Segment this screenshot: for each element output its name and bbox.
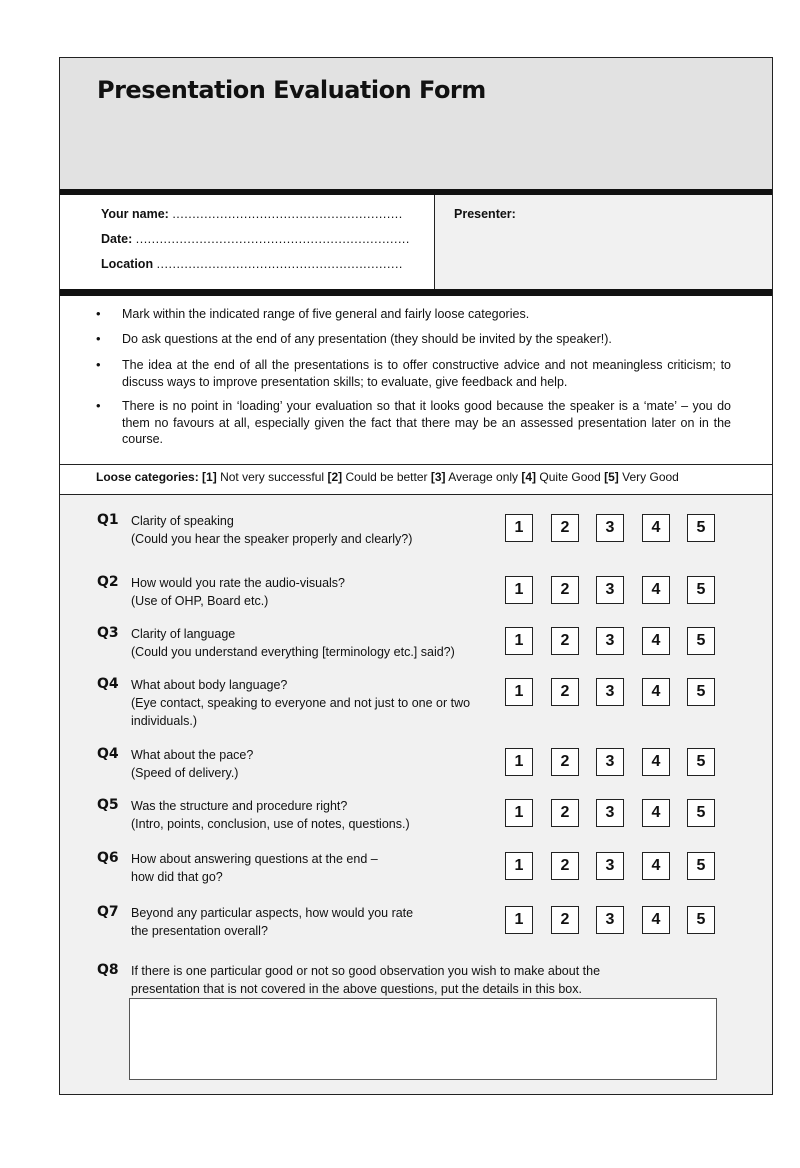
score-box-3[interactable]: 3 [596,627,624,655]
score-box-3[interactable]: 3 [596,748,624,776]
score-box-1[interactable]: 1 [505,799,533,827]
question-title: Was the structure and procedure right? [131,799,348,813]
question-title: What about the pace? [131,748,254,762]
score-box-2[interactable]: 2 [551,576,579,604]
score-box-1[interactable]: 1 [505,906,533,934]
score-box-5[interactable]: 5 [687,906,715,934]
question-number: Q8 [97,962,119,978]
question-title: Clarity of language [131,627,236,641]
question-title: Clarity of speaking [131,514,234,528]
score-box-1[interactable]: 1 [505,852,533,880]
score-box-4[interactable]: 4 [642,678,670,706]
your-name-field[interactable]: Your name: .......................................................... [101,207,403,221]
score-box-4[interactable]: 4 [642,748,670,776]
evaluation-form [59,57,773,1095]
score-box-5[interactable]: 5 [687,576,715,604]
score-box-4[interactable]: 4 [642,627,670,655]
question-number: Q2 [97,574,119,590]
score-box-4[interactable]: 4 [642,576,670,604]
question-number: Q7 [97,904,119,920]
score-box-5[interactable]: 5 [687,678,715,706]
question-text [131,850,496,886]
score-box-3[interactable]: 3 [596,576,624,604]
score-box-1[interactable]: 1 [505,627,533,655]
form-header [60,58,772,189]
question-text [131,904,496,940]
question-text [131,746,496,782]
instruction-item: • Mark within the indicated range of five general and fairly loose categories. [122,306,731,323]
question-subtitle: (Eye contact, speaking to everyone and not just to one or two individuals.) [131,696,471,728]
respondent-details [60,195,434,289]
score-box-1[interactable]: 1 [505,678,533,706]
info-divider [60,289,772,296]
score-box-4[interactable]: 4 [642,852,670,880]
question-number: Q3 [97,625,119,641]
question-subtitle: (Could you hear the speaker properly and clearly?) [131,532,413,546]
score-box-2[interactable]: 2 [551,678,579,706]
observation-textbox[interactable] [129,998,717,1080]
presenter-field[interactable] [434,195,772,289]
score-box-3[interactable]: 3 [596,852,624,880]
presenter-label: Presenter: [454,207,516,221]
score-box-5[interactable]: 5 [687,627,715,655]
location-field[interactable]: Location .............................................................. [101,257,403,271]
score-box-3[interactable]: 3 [596,514,624,542]
instruction-item: • The idea at the end of all the presentations is to offer constructive advice and not meaningless criticism; to discuss ways to improve presentation skills; to evaluate, give feedback and help. [122,357,731,390]
date-field[interactable]: Date: ..................................................................... [101,232,410,246]
score-box-2[interactable]: 2 [551,906,579,934]
score-box-1[interactable]: 1 [505,748,533,776]
score-box-3[interactable]: 3 [596,799,624,827]
score-box-5[interactable]: 5 [687,799,715,827]
instructions-list [60,296,772,464]
question-subtitle: (Intro, points, conclusion, use of notes, questions.) [131,817,410,831]
score-box-4[interactable]: 4 [642,514,670,542]
score-box-3[interactable]: 3 [596,678,624,706]
score-box-2[interactable]: 2 [551,799,579,827]
score-box-2[interactable]: 2 [551,852,579,880]
question-text [131,512,496,548]
question-number: Q4 [97,676,119,692]
instruction-item: • There is no point in ‘loading’ your evaluation so that it looks good because the speaker is a ‘mate’ – you do them no favours at all, especially given the fact that there may be an assessed presentation later on in the course. [122,398,731,448]
question-number: Q4 [97,746,119,762]
question-subtitle: (Speed of delivery.) [131,766,239,780]
score-box-2[interactable]: 2 [551,514,579,542]
question-subtitle: how did that go? [131,870,223,884]
question-title: Beyond any particular aspects, how would you rate [131,906,414,920]
score-box-5[interactable]: 5 [687,514,715,542]
question-number: Q6 [97,850,119,866]
question-subtitle: the presentation overall? [131,924,268,938]
score-box-2[interactable]: 2 [551,627,579,655]
categories-legend: Loose categories: [1] Not very successful [2] Could be better [3] Average only [4] Quite Good [5] Very Good [60,464,772,495]
question-title: How about answering questions at the end – [131,852,378,866]
score-box-2[interactable]: 2 [551,748,579,776]
score-box-4[interactable]: 4 [642,799,670,827]
question-text [131,574,496,610]
question-subtitle: (Could you understand everything [terminology etc.] said?) [131,645,455,659]
question-text: If there is one particular good or not so good observation you wish to make about the presentation that is not covered in the above questions, put the details in this box. [131,964,601,996]
score-box-1[interactable]: 1 [505,576,533,604]
info-section [60,195,772,289]
page-title: Presentation Evaluation Form [97,76,486,104]
score-box-1[interactable]: 1 [505,514,533,542]
question-subtitle: (Use of OHP, Board etc.) [131,594,269,608]
score-box-3[interactable]: 3 [596,906,624,934]
question-number: Q1 [97,512,119,528]
question-text [131,625,496,661]
question-number: Q5 [97,797,119,813]
score-box-4[interactable]: 4 [642,906,670,934]
instruction-item: • Do ask questions at the end of any presentation (they should be invited by the speaker!). [122,331,731,348]
questions-section [60,495,772,1094]
question-title: What about body language? [131,678,288,692]
question-text [131,676,496,730]
score-box-5[interactable]: 5 [687,748,715,776]
score-box-5[interactable]: 5 [687,852,715,880]
question-text [131,797,496,833]
question-title: How would you rate the audio-visuals? [131,576,346,590]
